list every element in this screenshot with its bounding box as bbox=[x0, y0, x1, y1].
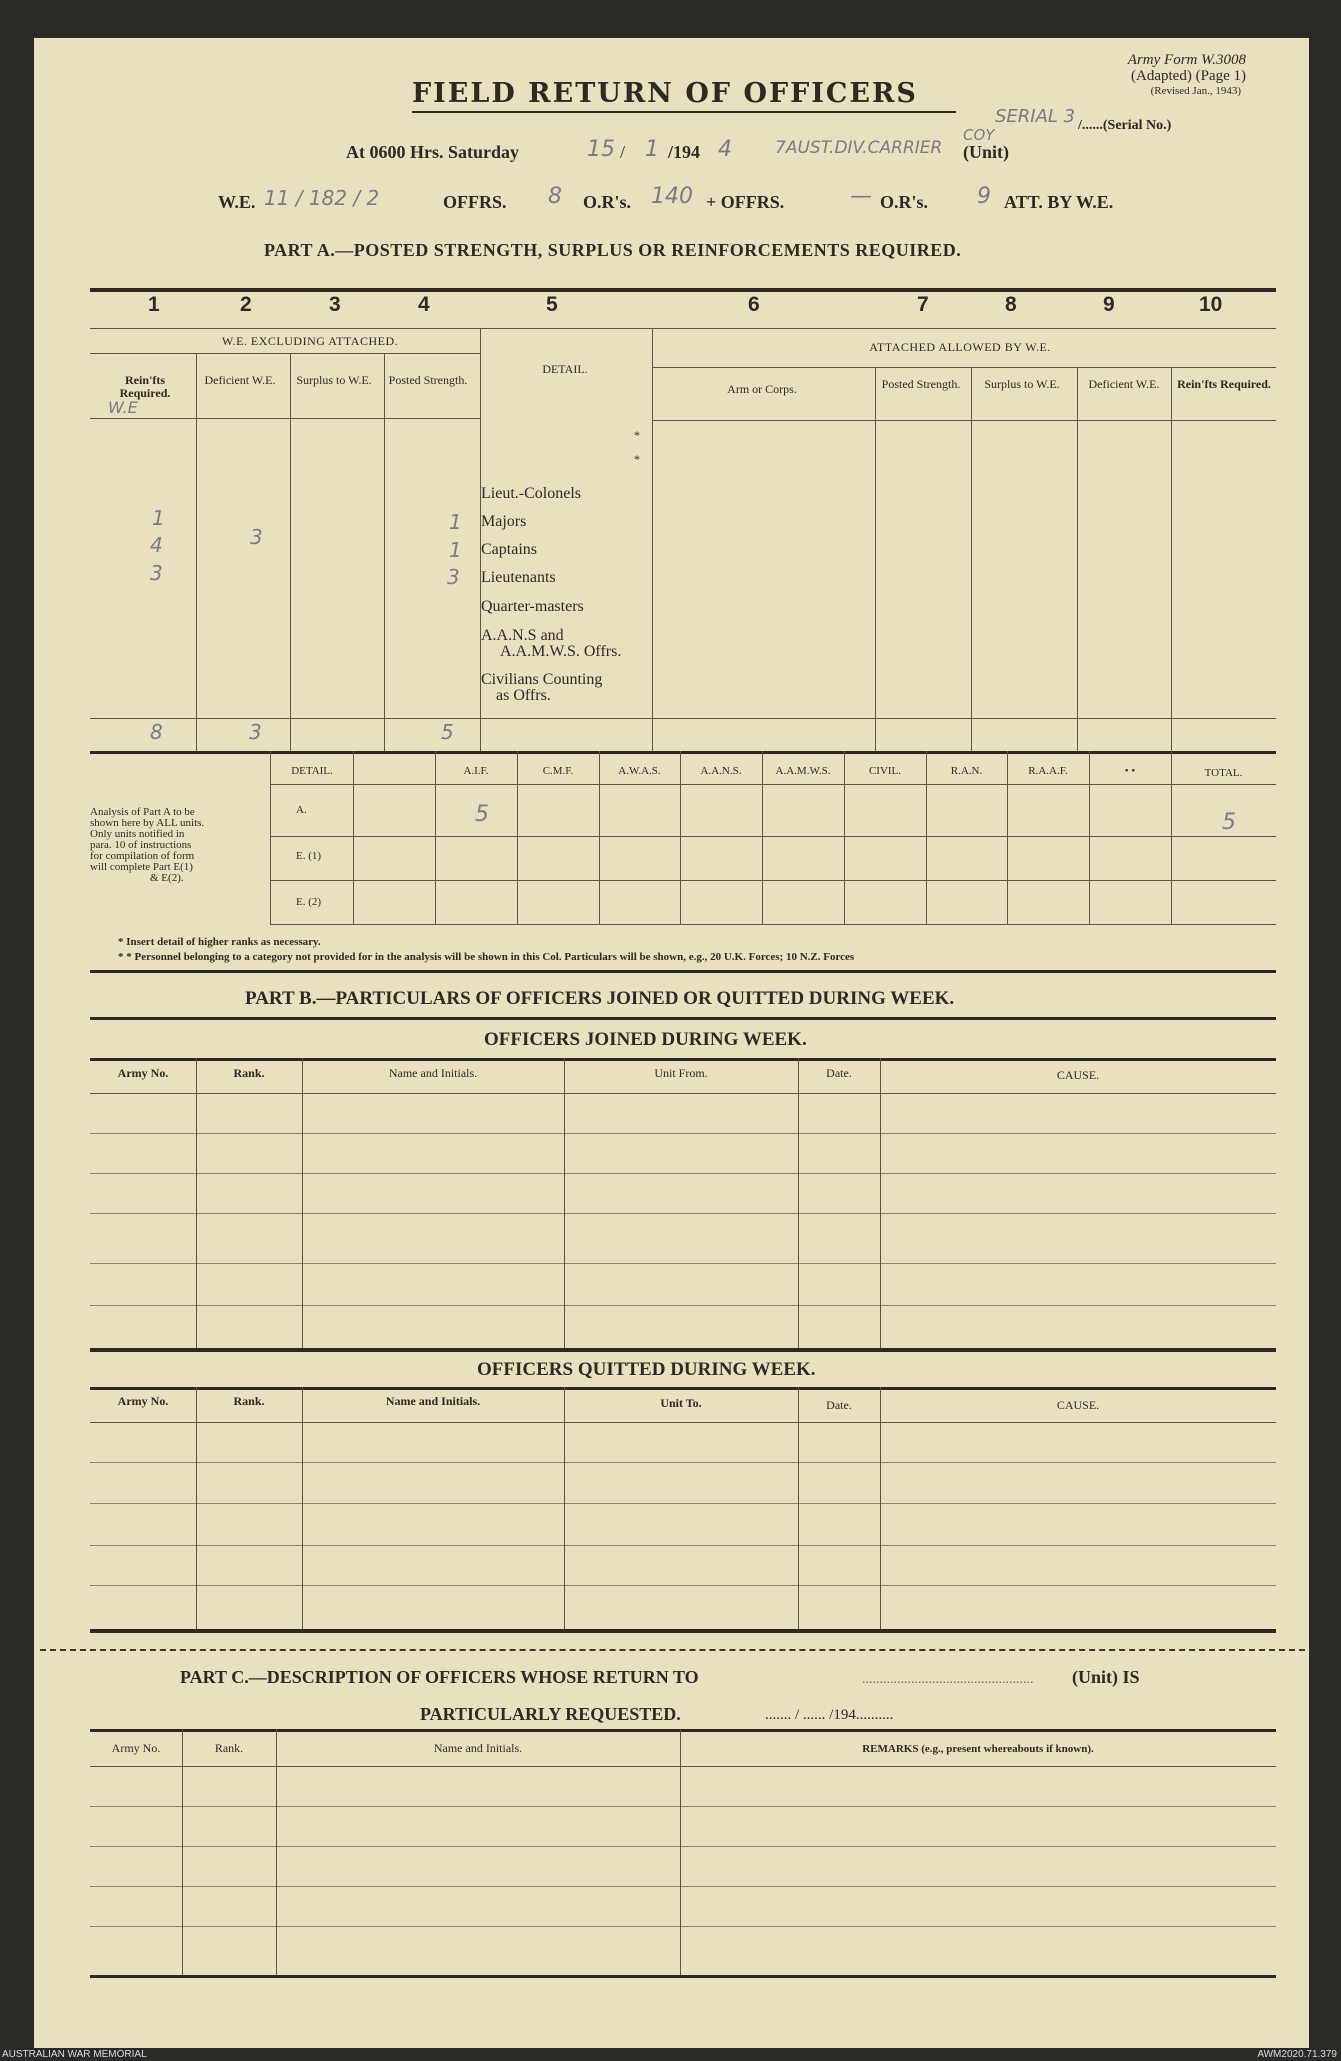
part-c-col-army-no: Army No. bbox=[111, 1741, 161, 1755]
col-num-7: 7 bbox=[917, 293, 929, 316]
hdr-detail: DETAIL. bbox=[542, 362, 588, 376]
part-c-date-blank: ....... / ...... /194.......... bbox=[765, 1707, 894, 1723]
total-posted: 5 bbox=[441, 720, 454, 744]
hdr-deficient-left: Deficient W.E. bbox=[204, 373, 276, 387]
title-underline bbox=[412, 111, 956, 113]
offrs-label: OFFRS. bbox=[443, 192, 507, 212]
captains-deficient: 3 bbox=[250, 525, 263, 549]
attached-header: ATTACHED ALLOWED BY W.E. bbox=[869, 340, 1051, 354]
part-c-title-b: (Unit) IS bbox=[1072, 1667, 1140, 1687]
analysis-hdr-aif: A.I.F. bbox=[463, 765, 489, 777]
analysis-a-total: 5 bbox=[1222, 810, 1236, 835]
analysis-row-e2: E. (2) bbox=[296, 896, 322, 908]
analysis-hdr-cmf: C.M.F. bbox=[542, 765, 574, 777]
analysis-hdr-ran: R.A.N. bbox=[950, 765, 983, 777]
footer-right: AWM2020.71.379 bbox=[1257, 2049, 1337, 2060]
quitted-col-name: Name and Initials. bbox=[385, 1394, 481, 1408]
plus-offrs-label: + OFFRS. bbox=[706, 192, 785, 212]
serial-label: /......(Serial No.) bbox=[1078, 118, 1172, 133]
hdr-deficient-right: Deficient W.E. bbox=[1088, 377, 1160, 391]
ors-value: 140 bbox=[651, 184, 693, 209]
offrs-value: 8 bbox=[548, 184, 562, 209]
hdr-surplus-left: Surplus to W.E. bbox=[296, 373, 372, 387]
footer-left: AUSTRALIAN WAR MEMORIAL bbox=[2, 2049, 147, 2060]
quitted-col-date: Date. bbox=[826, 1398, 852, 1412]
quitted-col-army-no: Army No. bbox=[117, 1394, 169, 1408]
rank-aans: A.A.N.S and bbox=[481, 627, 564, 644]
part-c-title-2: PARTICULARLY REQUESTED. bbox=[420, 1704, 681, 1724]
analysis-hdr-detail: DETAIL. bbox=[291, 765, 333, 777]
col-num-5: 5 bbox=[546, 293, 558, 316]
joined-col-date: Date. bbox=[826, 1066, 852, 1080]
col-num-9: 9 bbox=[1103, 293, 1115, 316]
joined-col-name: Name and Initials. bbox=[388, 1066, 478, 1080]
col-num-2: 2 bbox=[240, 293, 252, 316]
joined-col-rank: Rank. bbox=[233, 1066, 265, 1080]
joined-col-cause: CAUSE. bbox=[1056, 1068, 1100, 1082]
part-a-top-rule bbox=[90, 288, 1276, 292]
analysis-hdr-civil: CIVIL. bbox=[868, 765, 902, 777]
quitted-col-unit: Unit To. bbox=[660, 1396, 702, 1410]
at-date-day: 15 bbox=[587, 137, 615, 162]
unit-handwritten-coy: COY bbox=[963, 126, 995, 144]
majors-reinf: 1 bbox=[152, 506, 165, 530]
at-year-prefix: /194 bbox=[668, 142, 701, 162]
footnote-1: * Insert detail of higher ranks as necessary. bbox=[118, 936, 321, 948]
rank-qm: Quarter-masters bbox=[481, 598, 584, 615]
unit-label: (Unit) bbox=[963, 142, 1009, 162]
col-num-3: 3 bbox=[329, 293, 341, 316]
rank-aamws: A.A.M.W.S. Offrs. bbox=[500, 643, 622, 660]
col-num-8: 8 bbox=[1005, 293, 1017, 316]
form-id-line3: (Revised Jan., 1943) bbox=[1150, 85, 1241, 97]
part-c-title-a: PART C.—DESCRIPTION OF OFFICERS WHOSE RETURN TO bbox=[180, 1667, 699, 1687]
form-title: FIELD RETURN OF OFFICERS bbox=[412, 78, 918, 109]
col-num-6: 6 bbox=[748, 293, 760, 316]
part-b-title: PART B.—PARTICULARS OF OFFICERS JOINED OR QUITTED DURING WEEK. bbox=[245, 988, 955, 1009]
part-a-title: PART A.—POSTED STRENGTH, SURPLUS OR REINFORCEMENTS REQUIRED. bbox=[264, 240, 962, 260]
part-c-col-remarks: REMARKS (e.g., present whereabouts if known). bbox=[862, 1743, 1094, 1755]
footnote-2: * * Personnel belonging to a category not provided for in the analysis will be shown in this Col. Particulars will be shown, e.g., 20 U.K. Forces; 10 N.Z. Forces bbox=[118, 951, 855, 963]
we-excl-header: W.E. EXCLUDING ATTACHED. bbox=[221, 334, 399, 348]
hdr-arm-corps: Arm or Corps. bbox=[727, 382, 797, 396]
hdr-reinf-right: Rein'fts Required. bbox=[1177, 377, 1271, 391]
hdr-posted-right: Posted Strength. bbox=[881, 377, 961, 391]
captains-posted: 1 bbox=[449, 538, 462, 562]
analysis-hdr-total: TOTAL. bbox=[1204, 767, 1243, 779]
ors-label: O.R's. bbox=[583, 192, 632, 212]
joined-title: OFFICERS JOINED DURING WEEK. bbox=[484, 1029, 807, 1050]
analysis-hdr-raaf: R.A.A.F. bbox=[1028, 765, 1068, 777]
part-c-col-name: Name and Initials. bbox=[433, 1741, 523, 1755]
quitted-col-cause: CAUSE. bbox=[1056, 1398, 1100, 1412]
rank-civilians: Civilians Counting bbox=[481, 671, 603, 688]
serial-handwritten: SERIAL 3 bbox=[995, 106, 1076, 127]
ors2-value: 9 bbox=[977, 184, 991, 209]
analysis-row-e1: E. (1) bbox=[296, 850, 322, 862]
joined-col-unit: Unit From. bbox=[654, 1066, 708, 1080]
hdr-surplus-right: Surplus to W.E. bbox=[984, 377, 1060, 391]
form-id-line2: (Adapted) (Page 1) bbox=[1131, 68, 1246, 84]
analysis-hdr-aans: A.A.N.S. bbox=[700, 765, 742, 777]
analysis-row-a: A. bbox=[296, 804, 307, 816]
majors-posted: 1 bbox=[449, 510, 462, 534]
col-num-10: 10 bbox=[1199, 293, 1223, 316]
analysis-a-aif: 5 bbox=[475, 802, 489, 827]
captains-reinf: 4 bbox=[150, 533, 163, 557]
ors2-label: O.R's. bbox=[880, 192, 929, 212]
we-label: W.E. bbox=[218, 192, 256, 212]
unit-handwritten: 7AUST.DIV.CARRIER bbox=[775, 138, 943, 158]
plus-offrs-value: — bbox=[850, 184, 872, 209]
at-year-digit: 4 bbox=[718, 137, 732, 162]
att-label: ATT. BY W.E. bbox=[1004, 192, 1114, 212]
quitted-col-rank: Rank. bbox=[233, 1394, 265, 1408]
part-c-col-rank: Rank. bbox=[214, 1741, 244, 1755]
rank-captains: Captains bbox=[481, 541, 537, 558]
quitted-title: OFFICERS QUITTED DURING WEEK. bbox=[477, 1359, 816, 1380]
joined-col-army-no: Army No. bbox=[117, 1066, 169, 1080]
col-num-4: 4 bbox=[418, 293, 430, 316]
tear-off-line bbox=[40, 1649, 1305, 1651]
we-value: 11 / 182 / 2 bbox=[264, 186, 380, 210]
at-line-prefix: At 0600 Hrs. Saturday bbox=[346, 142, 520, 162]
analysis-hdr-other: • • bbox=[1124, 765, 1136, 777]
analysis-hdr-aamws: A.A.M.W.S. bbox=[775, 765, 831, 777]
analysis-hdr-awas: A.W.A.S. bbox=[618, 765, 661, 777]
asterisk-1: * bbox=[634, 428, 640, 442]
lieutenants-posted: 3 bbox=[447, 565, 460, 589]
col-num-1: 1 bbox=[148, 293, 160, 316]
we-annotation: W.E bbox=[108, 398, 138, 417]
lieutenants-reinf: 3 bbox=[150, 561, 163, 585]
total-reinf: 8 bbox=[150, 720, 163, 744]
hdr-posted-left: Posted Strength. bbox=[388, 373, 468, 387]
rank-lieutenants: Lieutenants bbox=[481, 569, 556, 586]
rank-lt-col: Lieut.-Colonels bbox=[481, 485, 581, 502]
rank-civilians-2: as Offrs. bbox=[496, 687, 551, 704]
form-id-line1: Army Form W.3008 bbox=[1127, 52, 1246, 68]
asterisk-2: * bbox=[634, 452, 640, 466]
total-deficient: 3 bbox=[249, 720, 262, 744]
rank-majors: Majors bbox=[481, 513, 527, 530]
at-date-month: 1 bbox=[645, 137, 659, 162]
hdr-reinf-left: Rein'fts Required. bbox=[119, 373, 171, 400]
